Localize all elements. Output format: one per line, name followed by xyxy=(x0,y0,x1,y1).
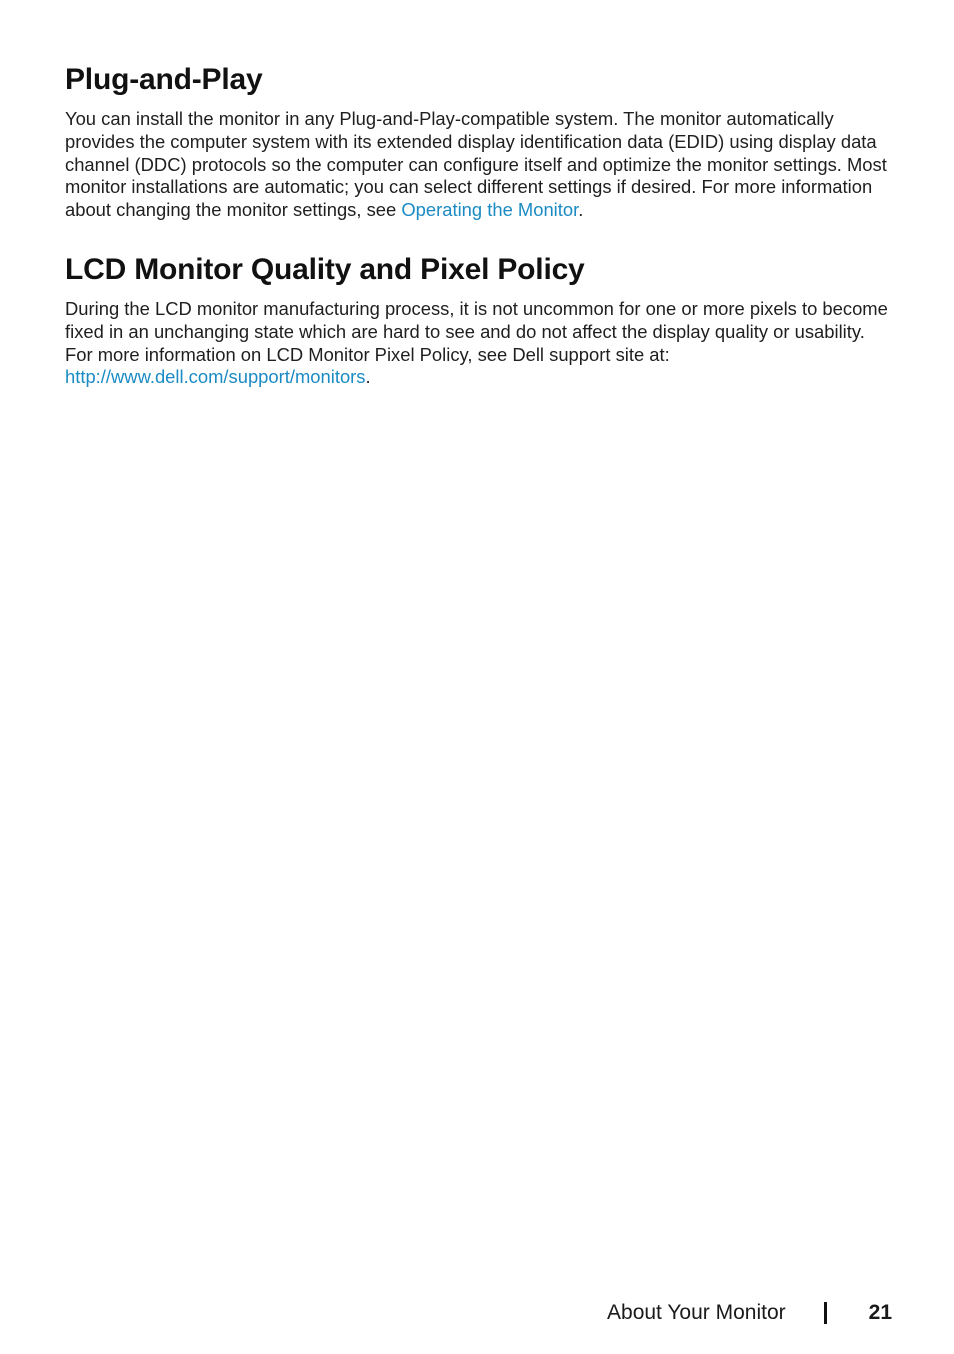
section-pixel-policy xyxy=(65,248,895,389)
paragraph-pixel-policy xyxy=(65,298,895,389)
page-content xyxy=(65,58,895,389)
footer-chapter-title: About Your Monitor xyxy=(607,1301,786,1324)
heading-pixel-policy: LCD Monitor Quality and Pixel Policy xyxy=(65,252,585,286)
paragraph-text: You can install the monitor in any Plug-and-Play-compatible system. The monitor automatically provides the computer system with its extended display identification data (EDID) using display data channel (DDC) protocols so the computer can configure itself and optimize the monitor settings. Most monitor installations are automatic; you can select different settings if desired. For more information about changing the monitor settings, see xyxy=(65,108,887,221)
link-operating-the-monitor[interactable]: Operating the Monitor xyxy=(401,199,579,221)
paragraph-period: . xyxy=(578,199,584,221)
section-plug-and-play xyxy=(65,58,895,222)
page-number: 21 xyxy=(868,1301,892,1324)
footer-divider xyxy=(824,1302,827,1324)
page-footer xyxy=(607,1298,892,1328)
paragraph-period: . xyxy=(365,366,371,388)
link-dell-support-monitors[interactable]: http://www.dell.com/support/monitors xyxy=(65,366,366,388)
paragraph-text: During the LCD monitor manufacturing process, it is not uncommon for one or more pixels to become fixed in an unchanging state which are hard to see and do not affect the display quality or usability. For more information on LCD Monitor Pixel Policy, see Dell support site at: xyxy=(65,297,888,365)
heading-plug-and-play: Plug-and-Play xyxy=(65,63,263,96)
paragraph-plug-and-play xyxy=(65,108,895,222)
